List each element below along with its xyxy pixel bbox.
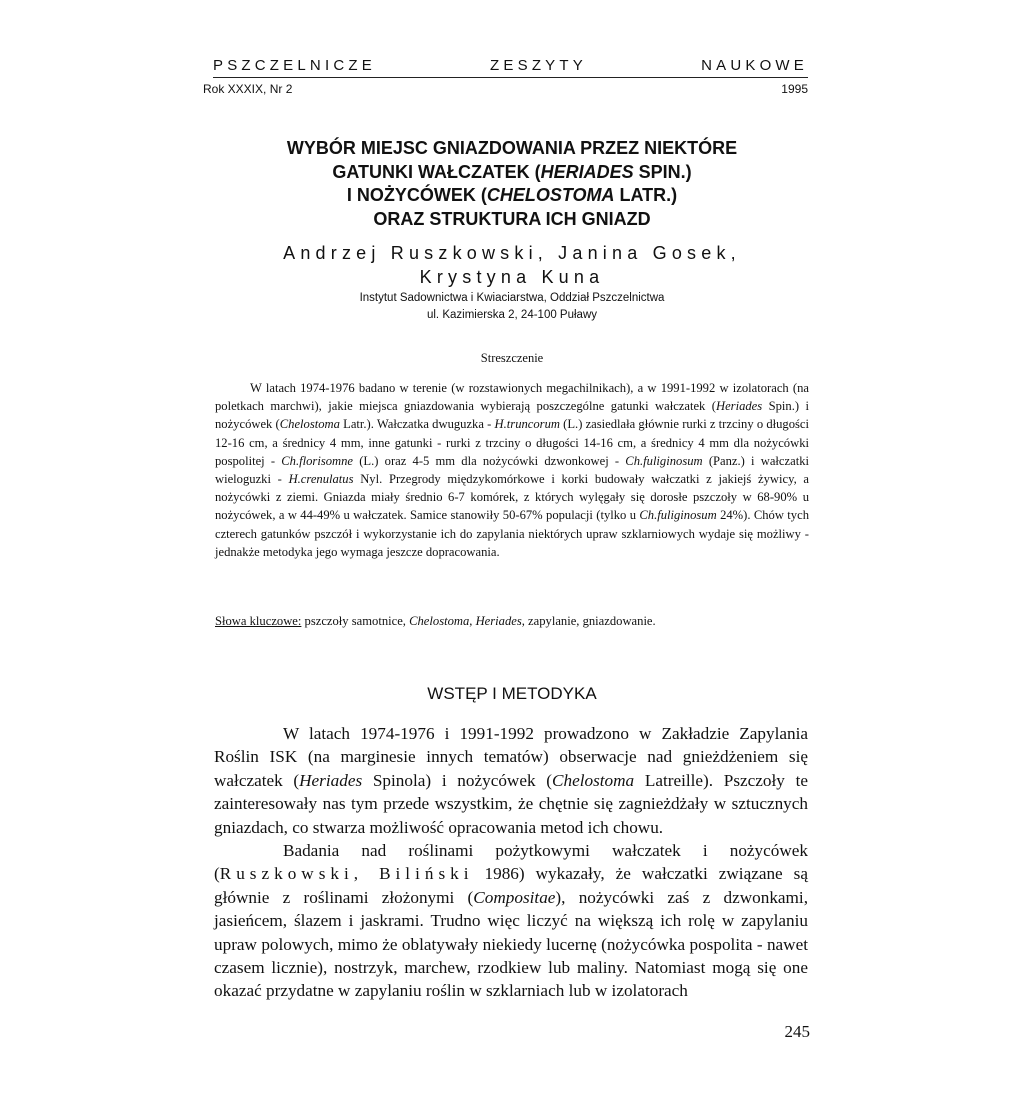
body-text-run: Badania nad roślinami pożytkowymi wałczatek i nożycówek ( [214,841,808,884]
journal-name [213,56,808,78]
summary-genus: Chelostoma [279,417,340,432]
summary-species: H.crenulatus [288,472,354,487]
body-text-run: Spinola) i nożycówek ( [362,770,553,790]
title-line-3-end: LATR.) [614,185,678,205]
summary-text: (Panz.) i wałczatki wieloguzki - [215,453,809,487]
keyword-genus: Heriades [475,614,522,628]
journal-word-3: NAUKOWE [701,57,808,74]
keywords-text: pszczoły samotnice, [301,614,410,628]
journal-word-2: ZESZYTY [490,57,587,74]
title-line-2-end: SPIN.) [633,161,692,182]
affiliation [150,290,874,324]
journal-word-1: PSZCZELNICZE [213,57,376,74]
title-genus-heriades: HERIADES [540,161,634,182]
summary-body [215,379,809,561]
summary-species: Ch.florisomne [281,453,354,468]
summary-species: Ch.fuliginosum [639,508,717,523]
citation-authors: Ruszkowski, Biliński [219,864,474,884]
issue-line [203,81,808,97]
issue-year: 1995 [781,82,808,96]
authors [150,241,874,289]
title-line-3 [150,184,874,208]
authors-line-2: Krystyna Kuna [419,267,605,287]
body-text-run: Latreille). Pszczoły te zainteresowały nas tym przede wszystkim, że chętnie się zagnieżdżały w sztucznych gniazdach, co stwarza możliwość opracowania metod ich chowu. [214,770,808,837]
summary-text: Nyl. Przegrody międzykomórkowe i korki budowały wałczatki z jakiejś żywicy, a nożycówki z ziemi. Gniazda miały średnio 6-7 komórek, z których wylęgały się dorosłe pszczoły w 68-90% u nożycówek, a w 44-49% u wałczatek. Samice stanowiły 50-67% populacji (tylko u [215,472,810,523]
summary-heading: Streszczenie [480,351,544,365]
body-paragraph-1 [214,722,808,839]
article-title [150,137,874,231]
body-genus: Heriades [299,770,363,790]
keywords-text: , zapylanie, gniazdowanie. [521,614,656,628]
body-family: Compositae [473,887,556,907]
page-number: 245 [784,1022,810,1041]
affiliation-institute: Instytut Sadownictwa i Kwiaciarstwa, Oddział Pszczelnictwa [359,292,665,304]
title-line-4: ORAZ STRUKTURA ICH GNIAZD [373,208,651,229]
affiliation-address: ul. Kazimierska 2, 24-100 Puławy [426,309,598,321]
title-line-1: WYBÓR MIEJSC GNIAZDOWANIA PRZEZ NIEKTÓRE [286,138,738,158]
body-text-run: ), nożycówki zaś z dzwonkami, jasieńcem, ślazem i jaskrami. Trudno więc liczyć na większą ich rolę w zapylaniu upraw polowych, mimo że oblatywały niekiedy lucernę (nożycówka pospolita - nawet czasem licznie), nostrzyk, marchew, rzodkiew lub maliny. Natomiast mogą się one okazać przydatne w zapylaniu roślin w szklarniach lub w izolatorach [214,887,809,1001]
summary-text: 24%). Chów tych czterech gatunków pszczół i wykorzystanie ich do zapylania niektórych upraw szklarniowych wydaje się możliwy - jednakże metodyka jego wymaga jeszcze dopracowania. [215,508,809,559]
authors-line-1: Andrzej Ruszkowski, Janina Gosek, [283,243,741,263]
summary-text: (L.) zasiedlała głównie rurki z trzciny o długości 12-16 cm, a średnicy 4 mm, inne gatunki - rurki z trzciny o długości 14-16 cm, a średnicy 4 mm dla nożycówki pospolitej - [215,417,810,468]
body-text-run: 1986) wykazały, że wałczatki związane są głównie z roślinami złożonymi ( [214,864,808,907]
title-line-2 [150,161,874,185]
summary-text: W latach 1974-1976 badano w terenie (w rozstawionych megachilnikach), a w 1991-1992 w izolatorach (na poletkach marchwi), jakie miejsca gniazdowania wybierają poszczególne gatunki wałczatek ( [215,381,809,414]
keywords-label: Słowa kluczowe: [215,614,302,628]
summary-text: Spin.) i nożycówek ( [215,399,809,432]
title-line-3-text: I NOŻYCÓWEK ( [346,185,487,205]
body-paragraph-2 [214,839,808,1003]
body-genus: Chelostoma [552,770,635,790]
summary-species: Ch.fuliginosum [625,453,703,468]
keywords [215,612,809,630]
title-genus-chelostoma: CHELOSTOMA [486,185,615,205]
section-heading: WSTĘP I METODYKA [427,684,597,703]
summary-genus: Heriades [716,399,763,414]
keywords-text: , [469,614,476,628]
summary-species: H.truncorum [494,417,560,432]
summary-text: (L.) oraz 4-5 mm dla nożycówki dzwonkowej - [353,453,626,468]
body-text-run: W latach 1974-1976 i 1991-1992 prowadzono w Zakładzie Zapylania Roślin ISK (na marginesie innych tematów) obserwacje nad gnieżdżeniem się wałczatek ( [214,724,808,790]
issue-number: Rok XXXIX, Nr 2 [203,82,293,96]
keyword-genus: Chelostoma [409,614,470,628]
title-line-2-text: GATUNKI WAŁCZATEK ( [332,161,541,182]
body-text [214,722,808,1003]
summary-text: Latr.). Wałczatka dwuguzka - [339,417,495,432]
